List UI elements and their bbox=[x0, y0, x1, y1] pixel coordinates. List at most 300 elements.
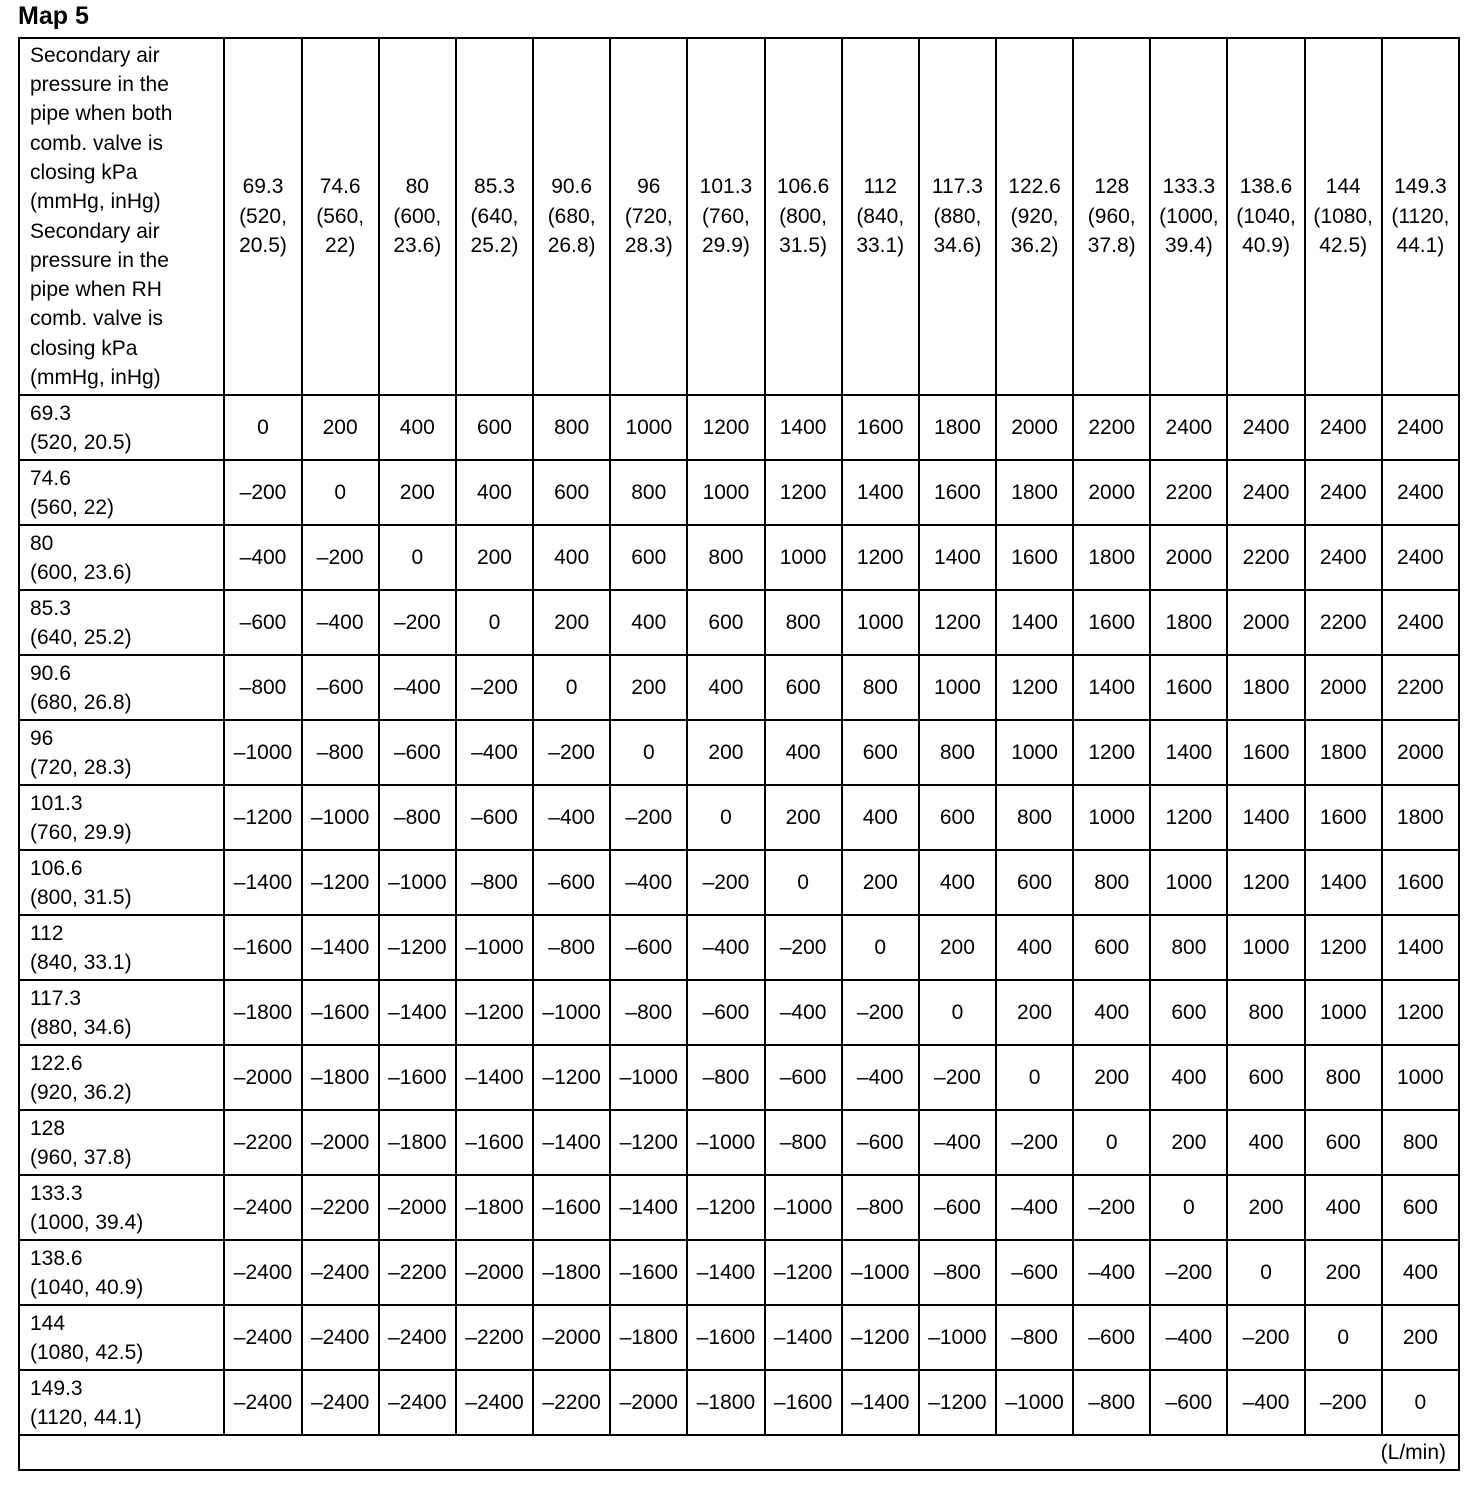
value-cell: 400 bbox=[1073, 980, 1150, 1045]
value-cell: 600 bbox=[919, 785, 996, 850]
value-cell: 2000 bbox=[1227, 590, 1304, 655]
table-row bbox=[19, 590, 1459, 655]
value-cell: –1600 bbox=[224, 915, 301, 980]
column-header: 96 (720, 28.3) bbox=[610, 38, 687, 395]
value-cell: –400 bbox=[842, 1045, 919, 1110]
row-header-label: 138.6 (1040, 40.9) bbox=[30, 1246, 144, 1299]
column-header: 80 (600, 23.6) bbox=[379, 38, 456, 395]
corner-label-line: (mmHg, inHg) bbox=[30, 190, 161, 214]
value-cell: 1800 bbox=[1305, 720, 1382, 785]
value-cell: –1400 bbox=[379, 980, 456, 1045]
value-cell: 1600 bbox=[1305, 785, 1382, 850]
value-cell: 2400 bbox=[1305, 395, 1382, 460]
value-cell: –2400 bbox=[224, 1370, 301, 1435]
value-cell: –200 bbox=[456, 655, 533, 720]
row-header-cell bbox=[19, 720, 224, 785]
column-header: 144 (1080, 42.5) bbox=[1305, 38, 1382, 395]
value-cell: –200 bbox=[1150, 1240, 1227, 1305]
value-cell: –1000 bbox=[919, 1305, 996, 1370]
row-header-label: 85.3 (640, 25.2) bbox=[30, 596, 132, 649]
row-header-label: 112 (840, 33.1) bbox=[30, 921, 132, 974]
value-cell: –400 bbox=[302, 590, 379, 655]
column-header: 101.3 (760, 29.9) bbox=[687, 38, 764, 395]
value-cell: –2200 bbox=[302, 1175, 379, 1240]
table-row bbox=[19, 1110, 1459, 1175]
value-cell: 1400 bbox=[996, 590, 1073, 655]
value-cell: –1800 bbox=[379, 1110, 456, 1175]
value-cell: –2400 bbox=[224, 1175, 301, 1240]
corner-label-line: pressure in the bbox=[30, 73, 169, 97]
table-row bbox=[19, 1305, 1459, 1370]
value-cell: –800 bbox=[996, 1305, 1073, 1370]
row-header-label: 117.3 (880, 34.6) bbox=[30, 986, 132, 1039]
value-cell: –1800 bbox=[533, 1240, 610, 1305]
corner-label-line: pipe when RH bbox=[30, 278, 162, 302]
value-cell: 400 bbox=[456, 460, 533, 525]
row-header-cell bbox=[19, 1240, 224, 1305]
table-row bbox=[19, 785, 1459, 850]
row-header-cell bbox=[19, 1045, 224, 1110]
table-row bbox=[19, 720, 1459, 785]
value-cell: –1000 bbox=[379, 850, 456, 915]
map-title: Map 5 bbox=[18, 2, 89, 30]
column-header: 112 (840, 33.1) bbox=[842, 38, 919, 395]
table-row bbox=[19, 850, 1459, 915]
value-cell: –200 bbox=[996, 1110, 1073, 1175]
value-cell: 1000 bbox=[1150, 850, 1227, 915]
value-cell: 1600 bbox=[1150, 655, 1227, 720]
value-cell: 1200 bbox=[996, 655, 1073, 720]
value-cell: –800 bbox=[224, 655, 301, 720]
value-cell: 0 bbox=[610, 720, 687, 785]
value-cell: 1600 bbox=[1073, 590, 1150, 655]
row-header-label: 122.6 (920, 36.2) bbox=[30, 1051, 132, 1104]
column-header: 122.6 (920, 36.2) bbox=[996, 38, 1073, 395]
value-cell: –1600 bbox=[302, 980, 379, 1045]
value-cell: 2400 bbox=[1382, 460, 1459, 525]
value-cell: 1000 bbox=[610, 395, 687, 460]
value-cell: 2400 bbox=[1227, 460, 1304, 525]
value-cell: 600 bbox=[1305, 1110, 1382, 1175]
row-header-label: 69.3 (520, 20.5) bbox=[30, 401, 132, 454]
value-cell: 1000 bbox=[687, 460, 764, 525]
value-cell: 1000 bbox=[996, 720, 1073, 785]
value-cell: –1200 bbox=[765, 1240, 842, 1305]
value-cell: –2200 bbox=[533, 1370, 610, 1435]
value-cell: –1000 bbox=[533, 980, 610, 1045]
value-cell: 0 bbox=[842, 915, 919, 980]
value-cell: 0 bbox=[919, 980, 996, 1045]
value-cell: 400 bbox=[919, 850, 996, 915]
value-cell: –1800 bbox=[456, 1175, 533, 1240]
value-cell: –800 bbox=[302, 720, 379, 785]
column-header: 149.3 (1120, 44.1) bbox=[1382, 38, 1459, 395]
value-cell: –600 bbox=[996, 1240, 1073, 1305]
value-cell: 0 bbox=[533, 655, 610, 720]
value-cell: –1200 bbox=[456, 980, 533, 1045]
value-cell: –1000 bbox=[302, 785, 379, 850]
value-cell: 400 bbox=[687, 655, 764, 720]
value-cell: –200 bbox=[533, 720, 610, 785]
value-cell: –400 bbox=[379, 655, 456, 720]
value-cell: 2400 bbox=[1382, 590, 1459, 655]
value-cell: 0 bbox=[224, 395, 301, 460]
value-cell: –1000 bbox=[842, 1240, 919, 1305]
value-cell: 400 bbox=[379, 395, 456, 460]
row-header-label: 90.6 (680, 26.8) bbox=[30, 661, 132, 714]
corner-label-line: Secondary air bbox=[30, 219, 160, 243]
value-cell: 800 bbox=[996, 785, 1073, 850]
value-cell: –200 bbox=[224, 460, 301, 525]
row-header-cell bbox=[19, 785, 224, 850]
value-cell: 200 bbox=[765, 785, 842, 850]
value-cell: –1400 bbox=[610, 1175, 687, 1240]
column-header: 90.6 (680, 26.8) bbox=[533, 38, 610, 395]
column-header: 133.3 (1000, 39.4) bbox=[1150, 38, 1227, 395]
value-cell: 600 bbox=[533, 460, 610, 525]
value-cell: –2400 bbox=[379, 1370, 456, 1435]
value-cell: 1800 bbox=[1227, 655, 1304, 720]
value-cell: 800 bbox=[842, 655, 919, 720]
value-cell: –1800 bbox=[610, 1305, 687, 1370]
value-cell: 0 bbox=[1382, 1370, 1459, 1435]
value-cell: –1000 bbox=[456, 915, 533, 980]
value-cell: 2200 bbox=[1150, 460, 1227, 525]
row-header-cell bbox=[19, 1110, 224, 1175]
value-cell: –800 bbox=[610, 980, 687, 1045]
value-cell: 400 bbox=[1382, 1240, 1459, 1305]
value-cell: –1400 bbox=[765, 1305, 842, 1370]
value-cell: 400 bbox=[765, 720, 842, 785]
row-header-label: 133.3 (1000, 39.4) bbox=[30, 1181, 144, 1234]
value-cell: 1400 bbox=[919, 525, 996, 590]
value-cell: 1400 bbox=[1382, 915, 1459, 980]
value-cell: –1200 bbox=[687, 1175, 764, 1240]
value-cell: 2200 bbox=[1073, 395, 1150, 460]
map-table bbox=[18, 37, 1460, 1471]
value-cell: 200 bbox=[1227, 1175, 1304, 1240]
value-cell: –1200 bbox=[302, 850, 379, 915]
value-cell: –400 bbox=[533, 785, 610, 850]
value-cell: 800 bbox=[765, 590, 842, 655]
value-cell: –1600 bbox=[687, 1305, 764, 1370]
row-header-label: 128 (960, 37.8) bbox=[30, 1116, 132, 1169]
row-header-cell bbox=[19, 915, 224, 980]
value-cell: 1400 bbox=[1305, 850, 1382, 915]
row-header-cell bbox=[19, 460, 224, 525]
value-cell: 1000 bbox=[1073, 785, 1150, 850]
value-cell: –800 bbox=[687, 1045, 764, 1110]
value-cell: –2400 bbox=[224, 1240, 301, 1305]
value-cell: 800 bbox=[1150, 915, 1227, 980]
row-header-label: 96 (720, 28.3) bbox=[30, 726, 132, 779]
value-cell: –200 bbox=[379, 590, 456, 655]
value-cell: 2400 bbox=[1150, 395, 1227, 460]
row-header-cell bbox=[19, 590, 224, 655]
value-cell: 2000 bbox=[1305, 655, 1382, 720]
corner-header-cell bbox=[19, 38, 224, 395]
value-cell: –400 bbox=[1227, 1370, 1304, 1435]
value-cell: 200 bbox=[842, 850, 919, 915]
value-cell: –200 bbox=[919, 1045, 996, 1110]
value-cell: –1600 bbox=[765, 1370, 842, 1435]
value-cell: 1000 bbox=[919, 655, 996, 720]
value-cell: –600 bbox=[379, 720, 456, 785]
value-cell: –400 bbox=[1073, 1240, 1150, 1305]
value-cell: –1800 bbox=[302, 1045, 379, 1110]
table-row bbox=[19, 1370, 1459, 1435]
column-header: 74.6 (560, 22) bbox=[302, 38, 379, 395]
value-cell: –800 bbox=[456, 850, 533, 915]
value-cell: 2000 bbox=[1073, 460, 1150, 525]
value-cell: 2400 bbox=[1305, 525, 1382, 590]
value-cell: –2400 bbox=[456, 1370, 533, 1435]
value-cell: 1000 bbox=[1227, 915, 1304, 980]
value-cell: –2400 bbox=[302, 1305, 379, 1370]
value-cell: 800 bbox=[1305, 1045, 1382, 1110]
value-cell: –2200 bbox=[456, 1305, 533, 1370]
value-cell: 2200 bbox=[1382, 655, 1459, 720]
column-header: 106.6 (800, 31.5) bbox=[765, 38, 842, 395]
value-cell: –600 bbox=[842, 1110, 919, 1175]
value-cell: 600 bbox=[996, 850, 1073, 915]
value-cell: 400 bbox=[996, 915, 1073, 980]
value-cell: –400 bbox=[919, 1110, 996, 1175]
value-cell: 1200 bbox=[687, 395, 764, 460]
value-cell: –200 bbox=[610, 785, 687, 850]
value-cell: –600 bbox=[1150, 1370, 1227, 1435]
value-cell: –1000 bbox=[610, 1045, 687, 1110]
column-header: 128 (960, 37.8) bbox=[1073, 38, 1150, 395]
value-cell: 600 bbox=[842, 720, 919, 785]
row-header-cell bbox=[19, 850, 224, 915]
value-cell: –800 bbox=[1073, 1370, 1150, 1435]
value-cell: 600 bbox=[1073, 915, 1150, 980]
value-cell: 600 bbox=[1227, 1045, 1304, 1110]
row-header-cell bbox=[19, 1370, 224, 1435]
column-header: 138.6 (1040, 40.9) bbox=[1227, 38, 1304, 395]
value-cell: –1400 bbox=[302, 915, 379, 980]
column-header: 69.3 (520, 20.5) bbox=[224, 38, 301, 395]
value-cell: 200 bbox=[533, 590, 610, 655]
value-cell: 600 bbox=[765, 655, 842, 720]
value-cell: 2400 bbox=[1227, 395, 1304, 460]
row-header-cell bbox=[19, 525, 224, 590]
value-cell: 1000 bbox=[765, 525, 842, 590]
value-cell: –600 bbox=[765, 1045, 842, 1110]
value-cell: –400 bbox=[1150, 1305, 1227, 1370]
value-cell: 1800 bbox=[996, 460, 1073, 525]
value-cell: –2000 bbox=[610, 1370, 687, 1435]
value-cell: –400 bbox=[687, 915, 764, 980]
value-cell: –1400 bbox=[456, 1045, 533, 1110]
value-cell: –1000 bbox=[687, 1110, 764, 1175]
value-cell: 1600 bbox=[996, 525, 1073, 590]
value-cell: 1800 bbox=[919, 395, 996, 460]
value-cell: 200 bbox=[456, 525, 533, 590]
value-cell: –1800 bbox=[687, 1370, 764, 1435]
value-cell: 2400 bbox=[1305, 460, 1382, 525]
value-cell: 1400 bbox=[842, 460, 919, 525]
value-cell: 600 bbox=[456, 395, 533, 460]
value-cell: –2200 bbox=[379, 1240, 456, 1305]
value-cell: 600 bbox=[1382, 1175, 1459, 1240]
value-cell: –200 bbox=[302, 525, 379, 590]
value-cell: –1200 bbox=[224, 785, 301, 850]
unit-label: (L/min) bbox=[19, 1435, 1459, 1470]
value-cell: 800 bbox=[610, 460, 687, 525]
value-cell: 200 bbox=[1150, 1110, 1227, 1175]
value-cell: –2000 bbox=[224, 1045, 301, 1110]
value-cell: –600 bbox=[610, 915, 687, 980]
value-cell: 1200 bbox=[842, 525, 919, 590]
corner-label-line: (mmHg, inHg) bbox=[30, 365, 161, 389]
value-cell: 1000 bbox=[1305, 980, 1382, 1045]
table-row bbox=[19, 655, 1459, 720]
value-cell: –600 bbox=[224, 590, 301, 655]
value-cell: 1400 bbox=[765, 395, 842, 460]
value-cell: 1200 bbox=[1150, 785, 1227, 850]
value-cell: –2000 bbox=[379, 1175, 456, 1240]
row-header-label: 106.6 (800, 31.5) bbox=[30, 856, 132, 909]
row-header-label: 74.6 (560, 22) bbox=[30, 466, 115, 519]
value-cell: –1200 bbox=[533, 1045, 610, 1110]
corner-label-line: Secondary air bbox=[30, 43, 160, 67]
value-cell: 600 bbox=[687, 590, 764, 655]
value-cell: –800 bbox=[765, 1110, 842, 1175]
value-cell: 200 bbox=[379, 460, 456, 525]
value-cell: –1200 bbox=[919, 1370, 996, 1435]
value-cell: –800 bbox=[533, 915, 610, 980]
value-cell: 200 bbox=[996, 980, 1073, 1045]
value-cell: 1400 bbox=[1150, 720, 1227, 785]
corner-label-line: closing kPa bbox=[30, 336, 138, 360]
table-row bbox=[19, 1045, 1459, 1110]
value-cell: –200 bbox=[765, 915, 842, 980]
corner-label-line: closing kPa bbox=[30, 160, 138, 184]
value-cell: 1200 bbox=[765, 460, 842, 525]
value-cell: –400 bbox=[224, 525, 301, 590]
row-header-cell bbox=[19, 980, 224, 1045]
value-cell: 2200 bbox=[1305, 590, 1382, 655]
value-cell: 0 bbox=[996, 1045, 1073, 1110]
value-cell: –600 bbox=[302, 655, 379, 720]
value-cell: –1000 bbox=[224, 720, 301, 785]
value-cell: –2400 bbox=[379, 1305, 456, 1370]
value-cell: 2200 bbox=[1227, 525, 1304, 590]
value-cell: –2000 bbox=[302, 1110, 379, 1175]
value-cell: –2200 bbox=[224, 1110, 301, 1175]
table-row bbox=[19, 460, 1459, 525]
value-cell: 1200 bbox=[1382, 980, 1459, 1045]
value-cell: –1000 bbox=[765, 1175, 842, 1240]
value-cell: 2400 bbox=[1382, 395, 1459, 460]
value-cell: –2400 bbox=[302, 1240, 379, 1305]
value-cell: –1200 bbox=[842, 1305, 919, 1370]
value-cell: 2000 bbox=[1150, 525, 1227, 590]
value-cell: –1600 bbox=[456, 1110, 533, 1175]
value-cell: 0 bbox=[1150, 1175, 1227, 1240]
value-cell: 0 bbox=[1073, 1110, 1150, 1175]
value-cell: 400 bbox=[1227, 1110, 1304, 1175]
value-cell: –2000 bbox=[533, 1305, 610, 1370]
value-cell: –1400 bbox=[533, 1110, 610, 1175]
value-cell: –1800 bbox=[224, 980, 301, 1045]
value-cell: –2000 bbox=[456, 1240, 533, 1305]
value-cell: –800 bbox=[379, 785, 456, 850]
row-header-cell bbox=[19, 395, 224, 460]
value-cell: 0 bbox=[765, 850, 842, 915]
value-cell: 1800 bbox=[1073, 525, 1150, 590]
column-header: 117.3 (880, 34.6) bbox=[919, 38, 996, 395]
value-cell: 1600 bbox=[1382, 850, 1459, 915]
value-cell: 1000 bbox=[1382, 1045, 1459, 1110]
row-header-cell bbox=[19, 1175, 224, 1240]
value-cell: 2000 bbox=[1382, 720, 1459, 785]
unit-row bbox=[19, 1435, 1459, 1470]
value-cell: –200 bbox=[842, 980, 919, 1045]
value-cell: 600 bbox=[610, 525, 687, 590]
value-cell: –1200 bbox=[379, 915, 456, 980]
value-cell: 800 bbox=[687, 525, 764, 590]
table-row bbox=[19, 1240, 1459, 1305]
value-cell: –200 bbox=[1227, 1305, 1304, 1370]
value-cell: 600 bbox=[1150, 980, 1227, 1045]
corner-label-line: comb. valve is bbox=[30, 131, 164, 155]
value-cell: 0 bbox=[1305, 1305, 1382, 1370]
value-cell: 200 bbox=[1382, 1305, 1459, 1370]
value-cell: –800 bbox=[842, 1175, 919, 1240]
table-row bbox=[19, 1175, 1459, 1240]
value-cell: –600 bbox=[919, 1175, 996, 1240]
value-cell: 400 bbox=[610, 590, 687, 655]
column-header: 85.3 (640, 25.2) bbox=[456, 38, 533, 395]
value-cell: 0 bbox=[379, 525, 456, 590]
corner-label-line: comb. valve is bbox=[30, 307, 164, 331]
value-cell: 1800 bbox=[1150, 590, 1227, 655]
value-cell: 800 bbox=[1227, 980, 1304, 1045]
value-cell: –600 bbox=[533, 850, 610, 915]
value-cell: 0 bbox=[1227, 1240, 1304, 1305]
value-cell: 800 bbox=[533, 395, 610, 460]
value-cell: 0 bbox=[687, 785, 764, 850]
value-cell: –1600 bbox=[533, 1175, 610, 1240]
corner-label-line: pipe when both bbox=[30, 102, 173, 126]
row-header-label: 101.3 (760, 29.9) bbox=[30, 791, 132, 844]
value-cell: –1600 bbox=[379, 1045, 456, 1110]
value-cell: –600 bbox=[456, 785, 533, 850]
value-cell: 800 bbox=[1073, 850, 1150, 915]
value-cell: 2000 bbox=[996, 395, 1073, 460]
value-cell: 400 bbox=[842, 785, 919, 850]
value-cell: 1400 bbox=[1073, 655, 1150, 720]
value-cell: 1200 bbox=[1305, 915, 1382, 980]
value-cell: 1800 bbox=[1382, 785, 1459, 850]
value-cell: –800 bbox=[919, 1240, 996, 1305]
row-header-label: 149.3 (1120, 44.1) bbox=[30, 1376, 142, 1429]
value-cell: –400 bbox=[456, 720, 533, 785]
value-cell: –400 bbox=[765, 980, 842, 1045]
value-cell: 1200 bbox=[1227, 850, 1304, 915]
table-row bbox=[19, 525, 1459, 590]
value-cell: –200 bbox=[687, 850, 764, 915]
corner-label-line: pressure in the bbox=[30, 248, 169, 272]
value-cell: 200 bbox=[687, 720, 764, 785]
value-cell: –1000 bbox=[996, 1370, 1073, 1435]
value-cell: 800 bbox=[919, 720, 996, 785]
value-cell: 200 bbox=[610, 655, 687, 720]
value-cell: –200 bbox=[1305, 1370, 1382, 1435]
